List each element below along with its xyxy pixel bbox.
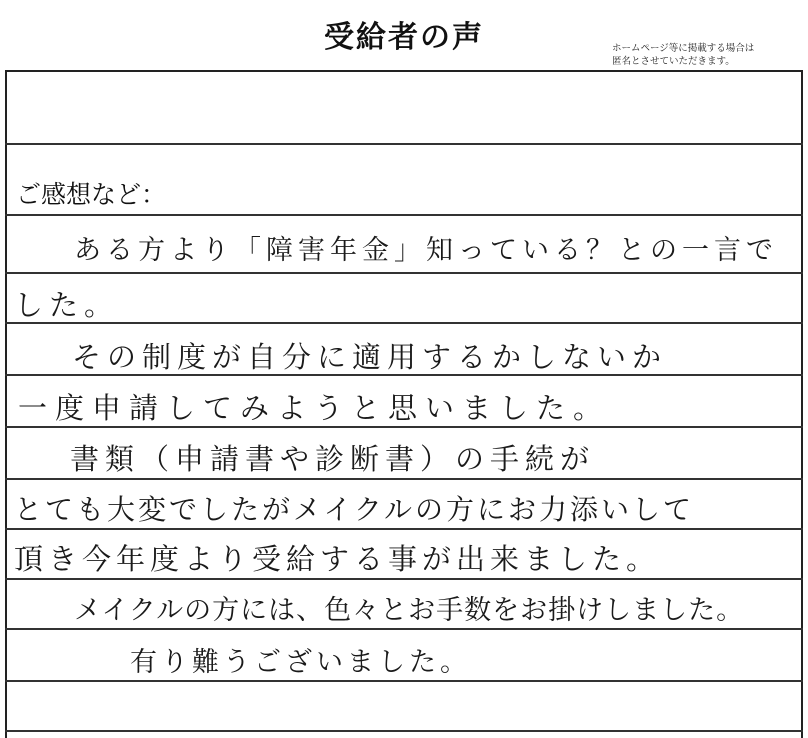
- comment-line-5: 書類（申請書や診断書）の手続が: [70, 442, 596, 476]
- anonymity-note-line-2: 匿名とさせていただきます。: [612, 56, 735, 67]
- ruled-line: [5, 272, 803, 274]
- ruled-line: [5, 528, 803, 530]
- ruled-line: [5, 478, 803, 480]
- comment-line-2: した。: [14, 288, 120, 322]
- ruled-line: [5, 730, 803, 732]
- ruled-line: [5, 322, 803, 324]
- comment-line-4: 一度申請してみようと思いました。: [18, 391, 611, 425]
- comment-line-8: メイクルの方には、色々とお手数をお掛けしました。: [74, 595, 745, 626]
- comment-line-6: とても大変でしたがメイクルの方にお力添いして: [14, 493, 695, 526]
- anonymity-note: [612, 42, 804, 68]
- ruled-line: [5, 680, 803, 682]
- ruled-line: [5, 214, 803, 216]
- comment-line-1: ある方より「障害年金」知っている？との一言で: [74, 235, 778, 266]
- anonymity-note-line-1: ホームページ等に掲載する場合は: [612, 43, 755, 54]
- ruled-line: [5, 578, 803, 580]
- page-title: 受給者の声: [324, 20, 484, 55]
- comment-line-3: その制度が自分に適用するかしないか: [72, 340, 668, 374]
- ruled-line: [5, 628, 803, 630]
- ruled-line: [5, 143, 803, 145]
- comment-line-9: 有り難うございました。: [130, 647, 471, 678]
- comment-line-7: 頂き今年度より受給する事が出来ました。: [14, 542, 661, 576]
- comment-label: ご感想など：: [16, 180, 167, 209]
